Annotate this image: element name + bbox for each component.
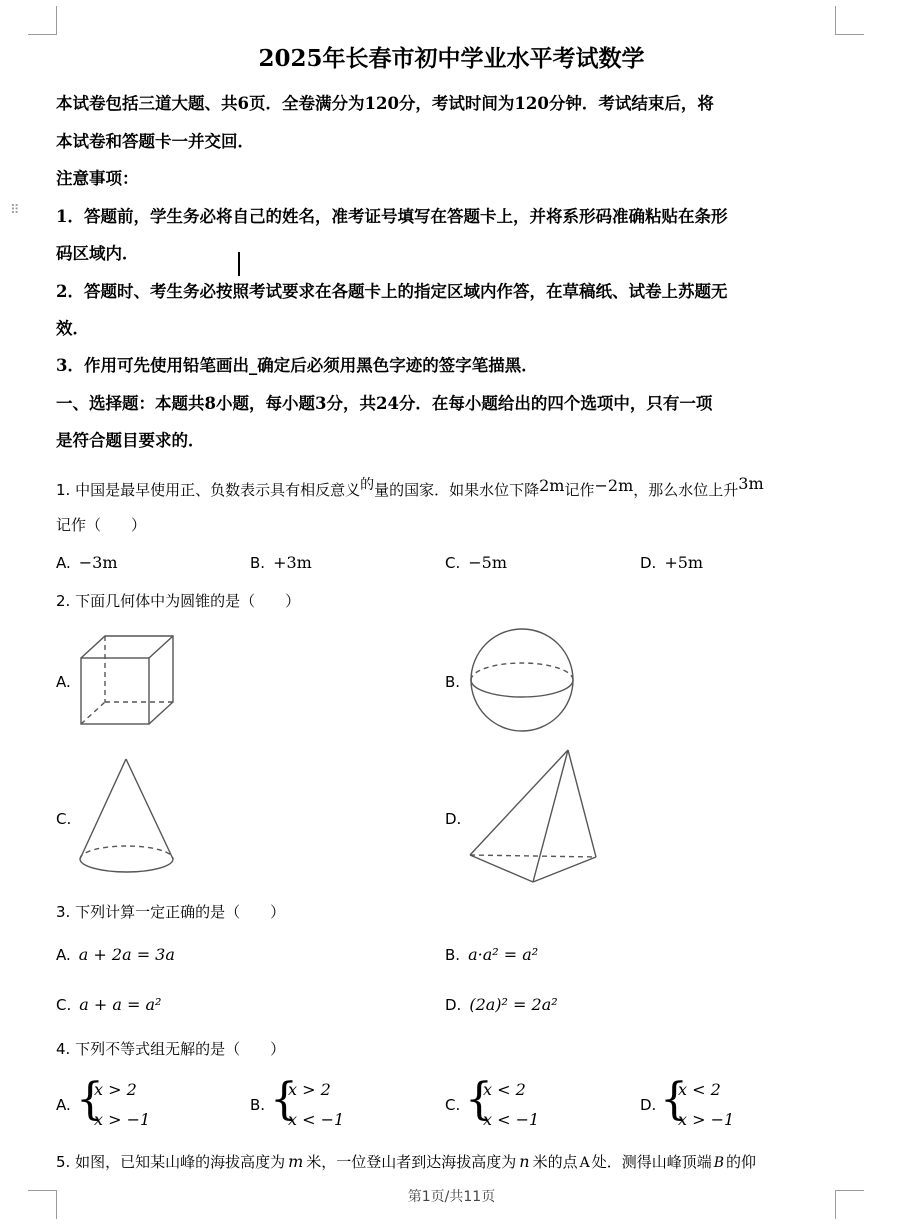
q2-option-c[interactable]	[56, 810, 71, 828]
option-value: (2a)² = 2a²	[469, 995, 558, 1014]
question-1-text	[56, 474, 764, 500]
q4-option-a[interactable]	[56, 1096, 71, 1114]
section-1-line-1: 一、选择题：本题共8小题，每小题3分，共24分．在每小题给出的四个选项中，只有一项	[56, 394, 713, 413]
q4-option-c[interactable]	[445, 1096, 460, 1114]
q1-segment: 记作	[564, 481, 595, 499]
option-letter: A.	[56, 673, 71, 691]
notice-line-1: 1．答题前，学生务必将自己的姓名，准考证号填写在答题卡上，并将系形码准确粘贴在条形	[56, 207, 728, 226]
option-letter: B.	[445, 673, 461, 691]
q5-segment: 米，一位登山者到达海拔高度为	[306, 1153, 517, 1171]
cube-icon	[78, 633, 178, 728]
option-letter: A.	[56, 554, 71, 572]
option-value: +3m	[273, 553, 312, 572]
q5-segment: 处．测得山峰顶端	[591, 1153, 712, 1171]
page-footer: 第1页/共11页	[407, 1189, 496, 1205]
system-top: x < 2	[483, 1080, 526, 1099]
option-letter: C.	[445, 554, 461, 572]
option-value: −3m	[78, 553, 118, 572]
option-value: −5m	[468, 553, 508, 572]
option-letter: D.	[640, 554, 657, 572]
option-value: +5m	[664, 553, 704, 572]
option-letter: D.	[445, 810, 462, 828]
notice-line-3: 2．答题时、考生务必按照考试要求在各题卡上的指定区域内作答，在草稿纸、试卷上苏题无	[56, 282, 728, 301]
q1-option-a[interactable]	[56, 553, 118, 572]
q5-segment: 5. 如图，已知某山峰的海拔高度为	[56, 1153, 286, 1171]
q5-variable: m	[288, 1152, 304, 1171]
question-2-text: 2. 下面几何体中为圆锥的是（ ）	[56, 592, 301, 610]
option-letter: C.	[56, 810, 72, 828]
option-value: a + a = a²	[79, 995, 162, 1014]
notice-line-2: 码区域内．	[56, 244, 139, 263]
q1-option-c[interactable]	[445, 553, 507, 572]
option-letter: D.	[640, 1096, 657, 1114]
system-brace: {	[465, 1074, 493, 1125]
q3-option-b[interactable]	[445, 945, 538, 964]
q1-superscript: 的	[360, 477, 375, 493]
pyramid-icon	[466, 746, 600, 886]
q3-option-c[interactable]	[56, 995, 161, 1014]
q5-variable: A	[579, 1155, 590, 1171]
option-letter: A.	[56, 1096, 71, 1114]
crop-mark-top-right	[835, 6, 864, 35]
system-brace: {	[270, 1074, 298, 1125]
q5-segment: 的仰	[726, 1153, 757, 1171]
q3-option-a[interactable]	[56, 945, 175, 964]
q4-option-b[interactable]	[250, 1096, 265, 1114]
q5-segment: 米的点	[532, 1153, 578, 1171]
system-bottom: x < −1	[483, 1110, 540, 1129]
cone-icon	[76, 755, 178, 877]
q5-variable: B	[713, 1155, 725, 1171]
system-bottom: x < −1	[288, 1110, 345, 1129]
system-brace: {	[76, 1074, 104, 1125]
q1-option-b[interactable]	[250, 553, 312, 572]
system-bottom: x > −1	[678, 1110, 735, 1129]
q1-math: −2m	[594, 476, 634, 495]
q5-variable: n	[519, 1152, 530, 1171]
question-3-text: 3. 下列计算一定正确的是（ ）	[56, 903, 286, 921]
option-letter: B.	[250, 1096, 266, 1114]
q1-math: 3m	[738, 474, 764, 493]
option-letter: D.	[445, 996, 462, 1014]
notice-line-4: 效．	[56, 319, 89, 338]
option-letter: C.	[445, 1096, 461, 1114]
q3-option-d[interactable]	[445, 995, 558, 1014]
question-5-text	[56, 1151, 756, 1172]
option-letter: C.	[56, 996, 72, 1014]
sphere-icon	[467, 627, 577, 733]
notice-line-5: 3．作用可先使用铅笔画出_确定后必须用黑色字迹的签字笔描黑．	[56, 356, 538, 375]
drag-handle-icon[interactable]: ⠿	[10, 203, 20, 218]
option-letter: A.	[56, 946, 71, 964]
q4-option-d[interactable]	[640, 1096, 656, 1114]
system-top: x > 2	[288, 1080, 331, 1099]
option-letter: B.	[250, 554, 266, 572]
intro-line-2: 本试卷和答题卡一并交回．	[56, 132, 254, 151]
q2-option-d[interactable]	[445, 810, 461, 828]
q1-segment: ，那么水位上升	[633, 481, 739, 499]
q1-option-d[interactable]	[640, 553, 703, 572]
section-1-line-2: 是符合题目要求的．	[56, 431, 205, 450]
text-cursor	[238, 252, 240, 276]
q1-segment: 量的国家．如果水位下降	[374, 481, 540, 499]
q2-option-a[interactable]	[56, 673, 71, 691]
page-title: 2025年长春市初中学业水平考试数学	[258, 45, 645, 72]
system-bottom: x > −1	[94, 1110, 151, 1129]
option-value: a·a² = a²	[468, 945, 539, 964]
q1-math: 2m	[539, 476, 565, 495]
system-brace: {	[660, 1074, 688, 1125]
q2-option-b[interactable]	[445, 673, 460, 691]
notice-heading: 注意事项：	[56, 169, 139, 188]
system-top: x > 2	[94, 1080, 137, 1099]
option-letter: B.	[445, 946, 461, 964]
option-value: a + 2a = 3a	[78, 945, 175, 964]
system-top: x < 2	[678, 1080, 721, 1099]
question-1-text-line-2: 记作（ ）	[56, 516, 147, 534]
crop-mark-top-left	[28, 6, 57, 35]
intro-line-1: 本试卷包括三道大题、共6页．全卷满分为120分，考试时间为120分钟．考试结束后，将	[56, 94, 714, 113]
question-4-text: 4. 下列不等式组无解的是（ ）	[56, 1040, 286, 1058]
q1-segment: 1. 中国是最早使用正、负数表示具有相反意义	[56, 481, 361, 499]
